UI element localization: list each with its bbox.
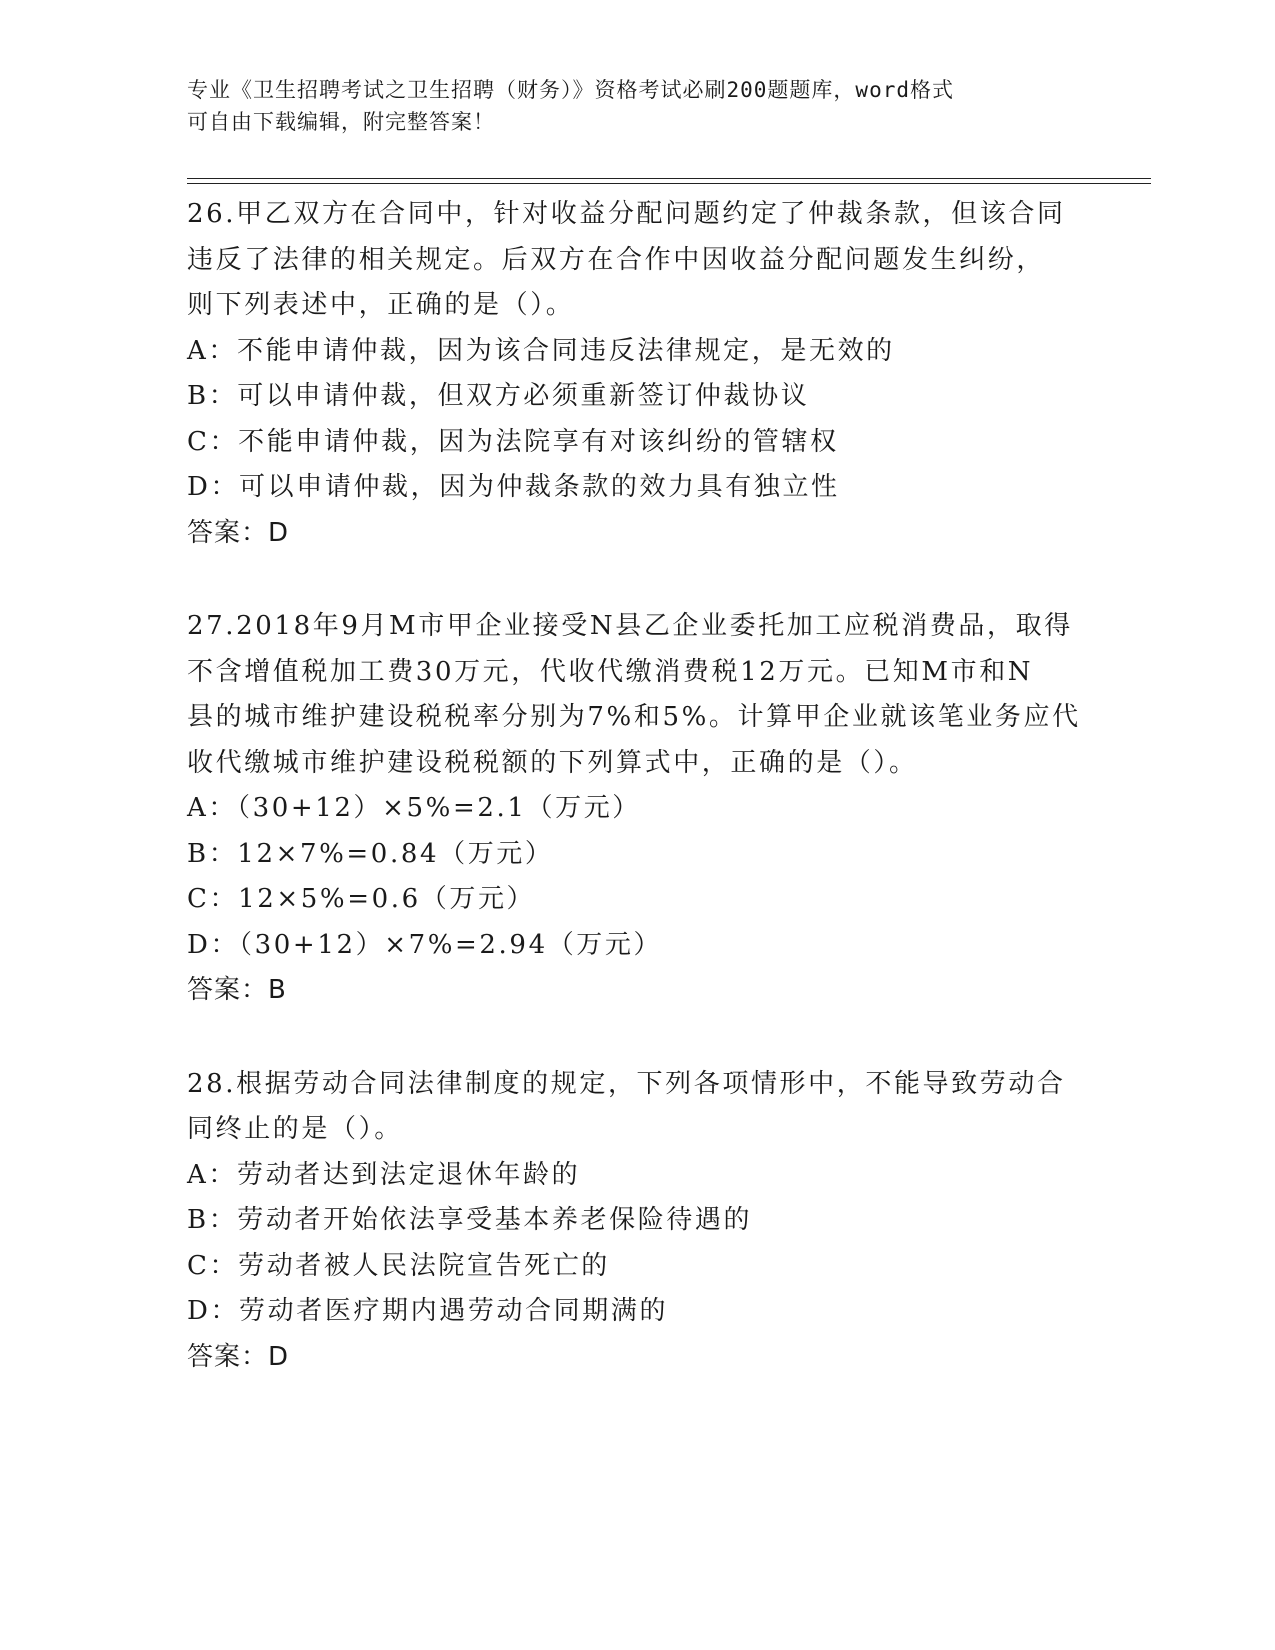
question-stem-line: 收代缴城市维护建设税税额的下列算式中，正确的是（）。 — [187, 747, 918, 778]
question-list — [187, 192, 1137, 1428]
option-c: C：劳动者被人民法院宣告死亡的 — [187, 1250, 610, 1281]
question-stem-line: 县的城市维护建设税税率分别为7%和5%。计算甲企业就该笔业务应代 — [187, 702, 1081, 732]
answer-label: 答案：D — [187, 517, 290, 548]
answer-label: 答案：B — [187, 975, 287, 1005]
question-stem-line: 同终止的是（）。 — [187, 1114, 403, 1144]
option-d: D：劳动者医疗期内遇劳动合同期满的 — [187, 1296, 669, 1326]
question-stem-line: 26.甲乙双方在合同中，针对收益分配问题约定了仲裁条款，但该合同 — [187, 199, 1066, 229]
option-b: B：12×7%=0.84（万元） — [187, 838, 554, 869]
answer-label: 答案：D — [187, 1341, 290, 1372]
question-stem-line: 28.根据劳动合同法律制度的规定，下列各项情形中，不能导致劳动合 — [187, 1068, 1066, 1099]
header-divider-bottom — [187, 183, 1151, 184]
question-stem-line: 则下列表述中，正确的是（）。 — [187, 290, 575, 320]
option-a: A：（30+12）×5%=2.1（万元） — [187, 793, 641, 823]
option-b: B：可以申请仲裁，但双方必须重新签订仲裁协议 — [187, 381, 810, 411]
question-stem-line: 不含增值税加工费30万元，代收代缴消费税12万元。已知M市和N — [187, 656, 1034, 687]
option-d: D：可以申请仲裁，因为仲裁条款的效力具有独立性 — [187, 472, 840, 502]
option-b: B：劳动者开始依法享受基本养老保险待遇的 — [187, 1205, 753, 1235]
question-stem-line: 27.2018年9月M市甲企业接受N县乙企业委托加工应税消费品，取得 — [187, 611, 1073, 641]
header-line-1: 专业《卫生招聘考试之卫生招聘（财务）》资格考试必刷200题题库，word格式 — [187, 78, 954, 102]
option-c: C：不能申请仲裁，因为法院享有对该纠纷的管辖权 — [187, 426, 839, 457]
option-a: A：不能申请仲裁，因为该合同违反法律规定，是无效的 — [187, 335, 895, 366]
question-stem-line: 违反了法律的相关规定。后双方在合作中因收益分配问题发生纠纷， — [187, 244, 1046, 275]
document-header — [187, 74, 1087, 138]
option-c: C：12×5%=0.6（万元） — [187, 884, 536, 914]
question-27 — [187, 604, 1137, 1014]
header-line-2: 可自由下载编辑，附完整答案！ — [187, 110, 495, 134]
option-a: A：劳动者达到法定退休年龄的 — [187, 1159, 581, 1190]
option-d: D：（30+12）×7%=2.94（万元） — [187, 929, 663, 960]
question-28 — [187, 1062, 1137, 1381]
header-divider-top — [187, 178, 1151, 179]
question-26 — [187, 192, 1137, 556]
